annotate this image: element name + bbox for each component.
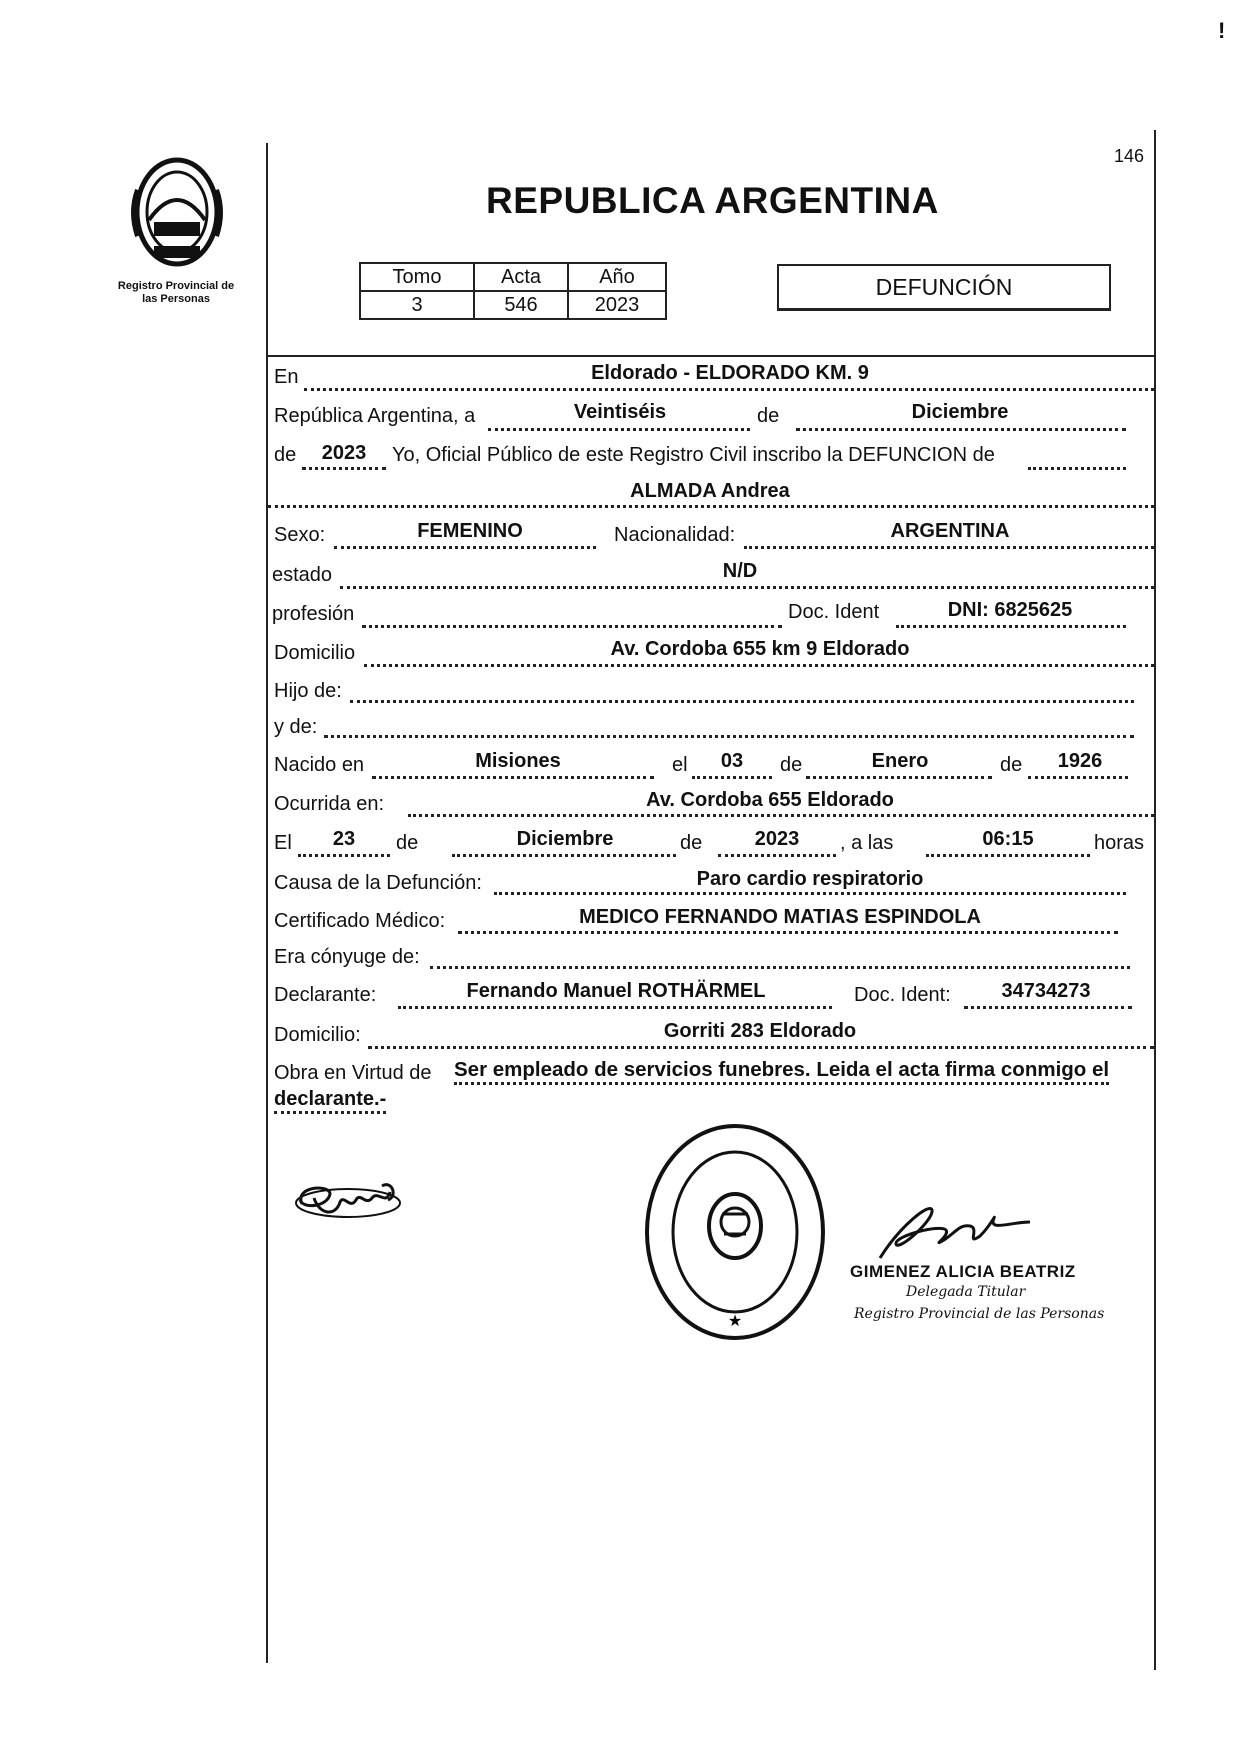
mes-line xyxy=(452,854,676,857)
day-line xyxy=(488,428,750,431)
causa-value: Paro cardio respiratorio xyxy=(696,868,924,890)
hijo-line xyxy=(350,700,1134,703)
place-value: Eldorado - ELDORADO KM. 9 xyxy=(591,362,869,384)
certificado-value: MEDICO FERNANDO MATIAS ESPINDOLA xyxy=(579,906,981,928)
el-label: el xyxy=(672,754,688,776)
certificado-line xyxy=(458,931,1118,934)
el2-label: El xyxy=(274,832,292,854)
doc2-label: Doc. Ident: xyxy=(854,984,951,1006)
doc2-line xyxy=(964,1006,1132,1009)
official-signature xyxy=(870,1196,1040,1266)
registry-name-line2: las Personas xyxy=(142,293,210,305)
registry-name xyxy=(96,280,256,306)
svg-text:★: ★ xyxy=(727,1311,743,1330)
record-type: DEFUNCIÓN xyxy=(875,273,1013,300)
month-value: Diciembre xyxy=(911,401,1009,423)
form-top-rule xyxy=(268,355,1154,357)
declarant-signature xyxy=(290,1176,410,1226)
de-label-3: de xyxy=(780,754,803,776)
province-logo xyxy=(124,150,230,270)
domicilio-value: Av. Cordoba 655 km 9 Eldorado xyxy=(610,638,910,660)
right-margin-rule xyxy=(1154,130,1156,1670)
mes-value: Diciembre xyxy=(516,828,614,850)
place-line xyxy=(304,388,1154,391)
official-stamp xyxy=(642,1122,828,1342)
declarante-line xyxy=(398,1006,832,1009)
year-line xyxy=(302,467,386,470)
official-org: Registro Provincial de las Personas xyxy=(854,1306,1105,1322)
hora-line xyxy=(926,854,1090,857)
estado-label: estado xyxy=(272,564,333,586)
obra-label: Obra en Virtud de xyxy=(274,1062,432,1084)
acta-header: Acta xyxy=(474,263,568,291)
republica-label: República Argentina, a xyxy=(274,405,476,427)
nacionalidad-line xyxy=(744,546,1154,549)
nacido-anio: 1926 xyxy=(1057,750,1103,772)
horas-label: horas xyxy=(1094,832,1145,854)
official-stamp-icon xyxy=(642,1122,828,1342)
registration-value-row xyxy=(360,291,666,319)
ocurrida-line xyxy=(408,814,1154,817)
deceased-name: ALMADA Andrea xyxy=(630,480,790,502)
dia-line xyxy=(298,854,390,857)
province-seal-icon xyxy=(124,150,230,270)
certificado-label: Certificado Médico: xyxy=(274,910,446,932)
day-words: Veintiséis xyxy=(573,401,667,423)
ocurrida-label: Ocurrida en: xyxy=(274,793,385,815)
registry-name-line1: Registro Provincial de xyxy=(117,280,235,292)
year-value: 2023 xyxy=(321,442,367,464)
nacionalidad-value: ARGENTINA xyxy=(890,520,1010,542)
estado-line xyxy=(340,586,1154,589)
doc-label: Doc. Ident xyxy=(788,601,880,623)
domicilio-line xyxy=(364,664,1154,667)
de-label-2: de xyxy=(274,444,297,466)
causa-line xyxy=(494,892,1126,895)
sexo-line xyxy=(334,546,596,549)
estado-value: N/D xyxy=(722,560,758,582)
conyuge-label: Era cónyuge de: xyxy=(274,946,420,968)
alas-label: , a las xyxy=(840,832,894,854)
en-label: En xyxy=(274,366,299,388)
domicilio2-value: Gorriti 283 Eldorado xyxy=(663,1020,857,1042)
nacido-label: Nacido en xyxy=(274,754,365,776)
doc-line xyxy=(896,625,1126,628)
name-line xyxy=(268,505,1154,508)
yde-line xyxy=(324,735,1134,738)
corner-mark: ! xyxy=(1218,18,1226,43)
nacido-dia-line xyxy=(692,776,772,779)
domicilio2-label: Domicilio: xyxy=(274,1024,361,1046)
month-line xyxy=(796,428,1126,431)
inscribo-trailing-line xyxy=(1028,467,1126,470)
yde-label: y de: xyxy=(274,716,318,738)
nacido-lugar: Misiones xyxy=(475,750,561,772)
ocurrida-value: Av. Cordoba 655 Eldorado xyxy=(646,789,894,811)
hora-value: 06:15 xyxy=(982,828,1034,850)
page-title: REPUBLICA ARGENTINA xyxy=(486,180,939,221)
conyuge-line xyxy=(430,966,1130,969)
page-number: 146 xyxy=(1114,146,1145,166)
nacido-dia: 03 xyxy=(720,750,744,772)
causa-label: Causa de la Defunción: xyxy=(274,872,482,894)
anio-value: 2023 xyxy=(754,828,800,850)
anio-line xyxy=(718,854,836,857)
anio-header: Año xyxy=(568,263,666,291)
de-label-5: de xyxy=(396,832,419,854)
tomo-header: Tomo xyxy=(360,263,474,291)
hijo-label: Hijo de: xyxy=(274,680,342,702)
registration-header-row xyxy=(360,263,666,291)
nacionalidad-label: Nacionalidad: xyxy=(614,524,736,546)
nacido-anio-line xyxy=(1028,776,1128,779)
nacido-mes: Enero xyxy=(871,750,929,772)
nacido-lugar-line xyxy=(372,776,654,779)
left-margin-rule xyxy=(266,143,268,1663)
de-label-1: de xyxy=(757,405,780,427)
dia-value: 23 xyxy=(332,828,356,850)
domicilio2-line xyxy=(368,1046,1154,1049)
official-role: Delegada Titular xyxy=(906,1284,1026,1300)
record-type-box xyxy=(777,264,1111,311)
nacido-mes-line xyxy=(806,776,992,779)
domicilio-label: Domicilio xyxy=(274,642,356,664)
de-label-6: de xyxy=(680,832,703,854)
doc2-value: 34734273 xyxy=(1001,980,1091,1002)
obra-line2: declarante.- xyxy=(274,1088,386,1114)
sexo-label: Sexo: xyxy=(274,524,326,546)
anio-value: 2023 xyxy=(568,291,666,319)
profesion-label: profesión xyxy=(272,603,355,625)
tomo-value: 3 xyxy=(360,291,474,319)
sexo-value: FEMENINO xyxy=(417,520,523,542)
de-label-4: de xyxy=(1000,754,1023,776)
declarante-label: Declarante: xyxy=(274,984,377,1006)
signature-scribble-icon xyxy=(290,1176,410,1226)
acta-value: 546 xyxy=(474,291,568,319)
doc-value: DNI: 6825625 xyxy=(947,599,1073,621)
registration-table xyxy=(359,262,667,320)
official-signature-scribble-icon xyxy=(870,1196,1040,1266)
official-name: GIMENEZ ALICIA BEATRIZ xyxy=(850,1262,1076,1281)
obra-line1: Ser empleado de servicios funebres. Leida el acta firma conmigo el xyxy=(454,1058,1109,1085)
profesion-line xyxy=(362,625,782,628)
declarante-value: Fernando Manuel ROTHÄRMEL xyxy=(466,980,766,1002)
inscribo-text: Yo, Oficial Público de este Registro Civil inscribo la DEFUNCION de xyxy=(392,444,995,466)
